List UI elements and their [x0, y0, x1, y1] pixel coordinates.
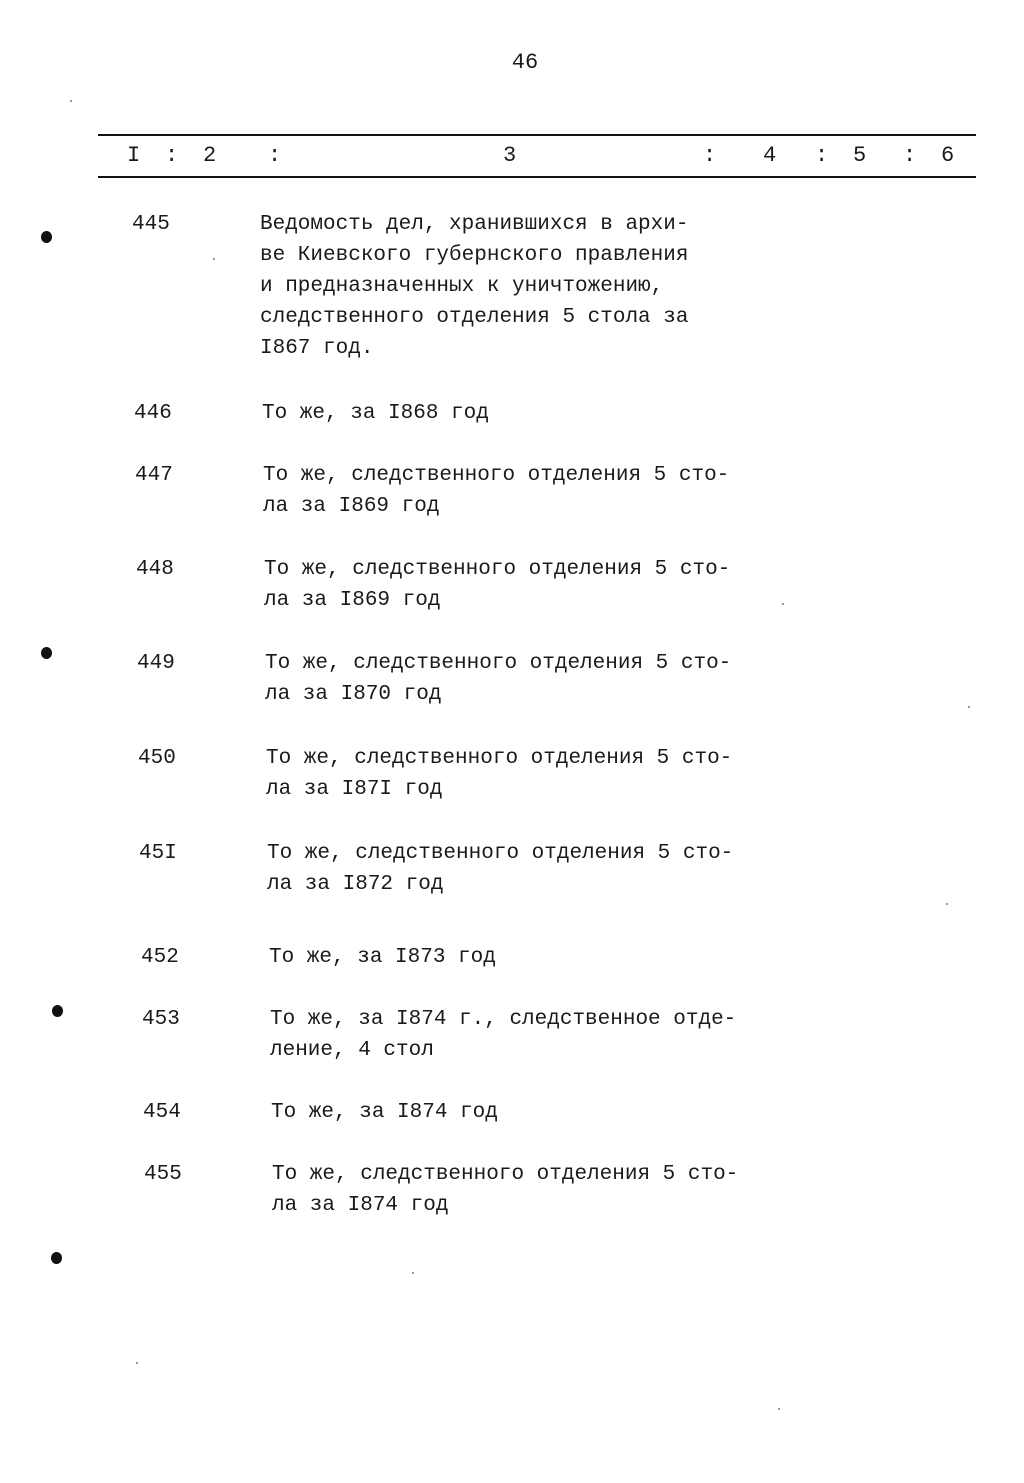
record-description: [272, 1159, 792, 1221]
description-line: и предназначенных к уничтожению,: [260, 275, 664, 298]
record-description: [270, 1004, 790, 1066]
description-line: ве Киевского губернского правления: [260, 244, 689, 267]
record-number: 450: [138, 747, 176, 770]
description-line: То же, следственного отделения 5 сто-: [266, 747, 733, 770]
column-header-5: 5: [853, 143, 867, 168]
description-line: Ведомость дел, хранившихся в архи-: [260, 213, 689, 236]
scan-speck: [946, 903, 948, 905]
record-number: 455: [144, 1163, 182, 1186]
description-line: ла за I872 год: [267, 873, 444, 896]
record-description: [262, 398, 782, 429]
table-header-top-rule: [98, 134, 976, 136]
record-description: [265, 648, 785, 710]
description-line: ление, 4 стол: [270, 1039, 434, 1062]
page-number: 46: [511, 50, 539, 75]
description-line: То же, за I874 год: [271, 1101, 498, 1124]
record-number: 45I: [139, 842, 177, 865]
column-separator: :: [165, 143, 179, 168]
column-separator: :: [703, 143, 717, 168]
binder-hole: [52, 1005, 63, 1017]
description-line: То же, следственного отделения 5 сто-: [272, 1163, 739, 1186]
column-header-4: 4: [763, 143, 777, 168]
column-header-3: 3: [503, 143, 517, 168]
scan-speck: [136, 1362, 138, 1364]
scan-speck: [213, 258, 215, 260]
description-line: То же, следственного отделения 5 сто-: [265, 652, 732, 675]
record-number: 453: [142, 1008, 180, 1031]
binder-hole: [51, 1252, 62, 1264]
description-line: То же, следственного отделения 5 сто-: [263, 464, 730, 487]
description-line: То же, за I874 г., следственное отде-: [270, 1008, 737, 1031]
description-line: ла за I874 год: [272, 1194, 449, 1217]
column-header-6: 6: [941, 143, 955, 168]
record-description: [260, 209, 780, 364]
description-line: ла за I869 год: [264, 589, 441, 612]
record-number: 448: [136, 558, 174, 581]
description-line: То же, за I868 год: [262, 402, 489, 425]
description-line: То же, следственного отделения 5 сто-: [267, 842, 734, 865]
record-description: [271, 1097, 791, 1128]
column-header-2: 2: [203, 143, 217, 168]
column-separator: :: [815, 143, 829, 168]
record-description: [267, 838, 787, 900]
record-number: 445: [132, 213, 170, 236]
description-line: ла за I870 год: [265, 683, 442, 706]
record-number: 452: [141, 946, 179, 969]
description-line: I867 год.: [260, 337, 374, 360]
record-description: [266, 743, 786, 805]
description-line: ла за I87I год: [266, 778, 443, 801]
scan-speck: [968, 706, 970, 708]
record-number: 454: [143, 1101, 181, 1124]
description-line: То же, за I873 год: [269, 946, 496, 969]
record-description: [269, 942, 789, 973]
table-header-bottom-rule: [98, 176, 976, 178]
column-separator: :: [903, 143, 917, 168]
scan-speck: [70, 100, 72, 102]
description-line: То же, следственного отделения 5 сто-: [264, 558, 731, 581]
description-line: ла за I869 год: [263, 495, 440, 518]
record-description: [264, 554, 784, 616]
scan-speck: [782, 603, 784, 605]
column-header-1: I: [127, 143, 141, 168]
record-number: 447: [135, 464, 173, 487]
record-number: 449: [137, 652, 175, 675]
record-description: [263, 460, 783, 522]
record-number: 446: [134, 402, 172, 425]
scan-speck: [778, 1408, 780, 1410]
binder-hole: [41, 231, 52, 243]
scan-speck: [412, 1272, 414, 1274]
binder-hole: [41, 647, 52, 659]
column-separator: :: [268, 143, 282, 168]
description-line: следственного отделения 5 стола за: [260, 306, 689, 329]
